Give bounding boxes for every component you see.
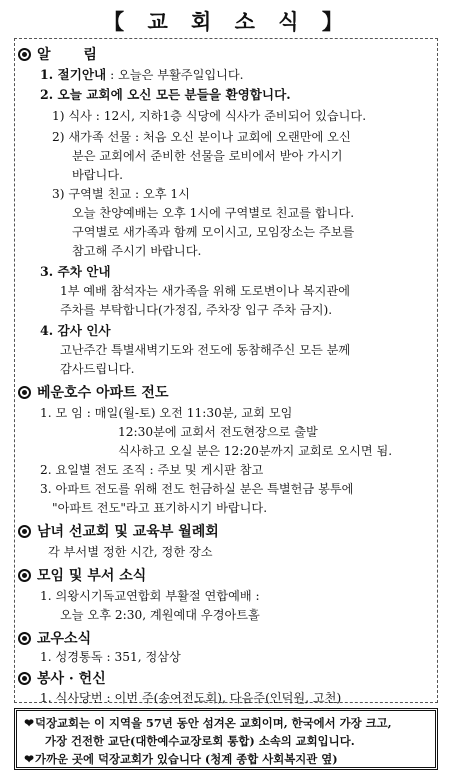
notice-sub3c: 구역별로 새가족과 함께 모이시고, 모임장소는 주보를 — [72, 225, 355, 239]
bullet-icon — [18, 525, 31, 538]
notice-item4b: 감사드립니다. — [60, 362, 135, 376]
notice-item4-label: 4. 감사 인사 — [40, 323, 111, 338]
notice-item3a: 1부 예배 참석자는 새가족을 위해 도로변이나 복지관에 — [60, 284, 351, 298]
apartment-l1: 1. 모 임 : 매일(월-토) 오전 11:30분, 교회 모임 — [40, 406, 293, 420]
notice-item3b: 주차를 부탁합니다(가정집, 주차장 입구 주차 금지). — [60, 303, 333, 317]
notice-item1-text: : 오늘은 부활주일입니다. — [110, 68, 244, 82]
footer-line2: 가장 건전한 교단(대한예수교장로회 통합) 소속의 교회입니다. — [45, 734, 355, 748]
service-l1: 1. 식사당번 : 이번 주(송여전도회), 다음주(인덕원, 고천) — [40, 691, 342, 705]
footer-line3: ❤가까운 곳에 덕장교회가 있습니다 (청계 종합 사회복지관 옆) — [24, 752, 338, 766]
notice-item4a: 고난주간 특별새벽기도와 전도에 동참해주신 모든 분께 — [60, 343, 351, 357]
notice-sub3a: 3) 구역별 친교 : 오후 1시 — [52, 187, 190, 201]
groups-l1: 1. 의왕시기독교연합회 부활절 연합예배 : — [40, 589, 260, 603]
apartment-l3: 식사하고 오실 분은 12:20분까지 교회로 오시면 됨. — [118, 444, 393, 458]
bullet-icon — [18, 386, 31, 399]
notice-item2-label: 2. 오늘 교회에 오신 모든 분들을 환영합니다. — [40, 87, 291, 102]
members-heading: 교우소식 — [18, 628, 91, 648]
bulletin-title: 【 교 회 소 식 】 — [103, 9, 351, 34]
apartment-l5: 3. 아파트 전도를 위해 전도 헌금하실 분은 특별헌금 봉투에 — [40, 482, 354, 496]
bullet-icon — [18, 48, 31, 61]
bullet-icon — [18, 569, 31, 582]
bullet-icon — [18, 632, 31, 645]
notice-sub2a: 2) 새가족 선물 : 처음 오신 분이나 교회에 오랜만에 오신 — [52, 130, 351, 144]
apartment-l2: 12:30분에 교회서 전도현장으로 출발 — [118, 425, 318, 439]
bullet-icon — [18, 672, 31, 685]
notice-heading: 알 림 — [18, 44, 111, 64]
apartment-l6: "아파트 전도"라고 표기하시기 바랍니다. — [52, 501, 268, 515]
notice-sub3d: 참고해 주시기 바랍니다. — [72, 244, 202, 258]
notice-item1-label: 1. 절기안내 — [40, 67, 107, 82]
groups-l2: 오늘 오후 2:30, 계원예대 우경아트홀 — [60, 608, 260, 622]
apartment-heading: 베운호수 아파트 전도 — [18, 382, 168, 402]
groups-heading: 모임 및 부서 소식 — [18, 565, 146, 585]
footer-line1: ❤덕장교회는 이 지역을 57년 동안 섬겨온 교회이며, 한국에서 가장 크고, — [24, 716, 392, 730]
notice-sub3b: 오늘 찬양예배는 오후 1시에 구역별로 친교를 합니다. — [72, 206, 355, 220]
mission-heading: 남녀 선교회 및 교육부 월례회 — [18, 521, 219, 541]
notice-sub2c: 바랍니다. — [72, 168, 123, 182]
mission-l1: 각 부서별 정한 시간, 정한 장소 — [48, 545, 213, 559]
heart-icon: ❤ — [24, 752, 34, 766]
notice-sub2b: 분은 교회에서 준비한 선물을 로비에서 받아 가시기 — [72, 149, 343, 163]
members-l1: 1. 성경통독 : 351, 정삼상 — [40, 650, 181, 664]
notice-item1 — [40, 67, 244, 83]
notice-sub1: 1) 식사 : 12시, 지하1층 식당에 식사가 준비되어 있습니다. — [52, 109, 367, 123]
apartment-l4: 2. 요일별 전도 조직 : 주보 및 게시판 참고 — [40, 463, 264, 477]
heart-icon: ❤ — [24, 716, 34, 730]
footer-box — [14, 708, 438, 770]
service-heading: 봉사 · 헌신 — [18, 668, 106, 688]
notice-item3-label: 3. 주차 안내 — [40, 264, 111, 279]
